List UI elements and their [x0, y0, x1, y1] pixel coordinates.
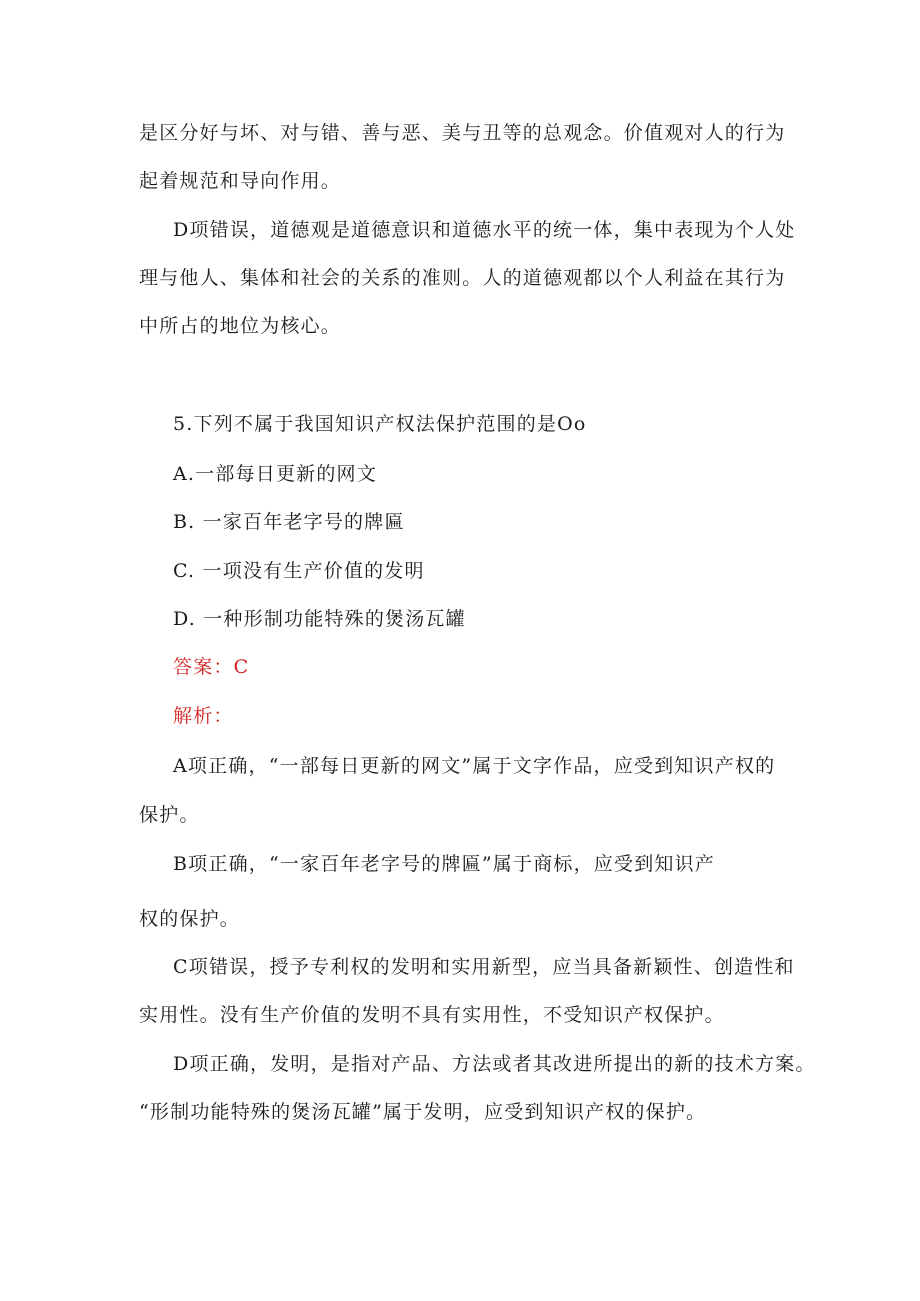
question-5-option-a: A.一部每日更新的网文	[173, 463, 377, 485]
question-5-option-b: B. 一家百年老字号的牌匾	[173, 511, 405, 533]
prev-c-explanation-line-2: 起着规范和导向作用。	[139, 170, 342, 192]
analysis-a-line-2: 保护。	[139, 804, 200, 826]
prev-d-explanation-line-2: 理与他人、集体和社会的关系的准则。人的道德观都以个人利益在其行为	[139, 267, 786, 289]
analysis-c-line-2: 实用性。没有生产价值的发明不具有实用性，不受知识产权保护。	[139, 1004, 725, 1026]
analysis-d-line-2: “形制功能特殊的煲汤瓦罐”属于发明，应受到知识产权的保护。	[139, 1101, 707, 1123]
analysis-c-line-1: C项错误，授予专利权的发明和实用新型，应当具备新颖性、创造性和	[173, 956, 795, 978]
analysis-b-line-1: B项正确，“一家百年老字号的牌匾”属于商标，应受到知识产	[173, 853, 715, 875]
question-5-option-d: D. 一种形制功能特殊的煲汤瓦罐	[173, 608, 466, 630]
prev-d-explanation-line-3: 中所占的地位为核心。	[139, 315, 342, 337]
prev-d-explanation-line-1: D项错误，道德观是道德意识和道德水平的统一体，集中表现为个人处	[173, 219, 796, 241]
analysis-b-line-2: 权的保护。	[139, 908, 241, 930]
question-5-stem: 5.下列不属于我国知识产权法保护范围的是Oo	[173, 413, 587, 435]
analysis-d-line-1: D项正确，发明，是指对产品、方法或者其改进所提出的新的技术方案。	[173, 1053, 816, 1075]
prev-c-explanation-line-1: 是区分好与坏、对与错、善与恶、美与丑等的总观念。价值观对人的行为	[139, 122, 786, 144]
question-5-answer: 答案：C	[173, 656, 250, 678]
analysis-a-line-1: A项正确，“一部每日更新的网文”属于文字作品，应受到知识产权的	[173, 755, 776, 777]
question-5-analysis-label: 解析：	[173, 705, 234, 727]
question-5-option-c: C. 一项没有生产价值的发明	[173, 560, 425, 582]
